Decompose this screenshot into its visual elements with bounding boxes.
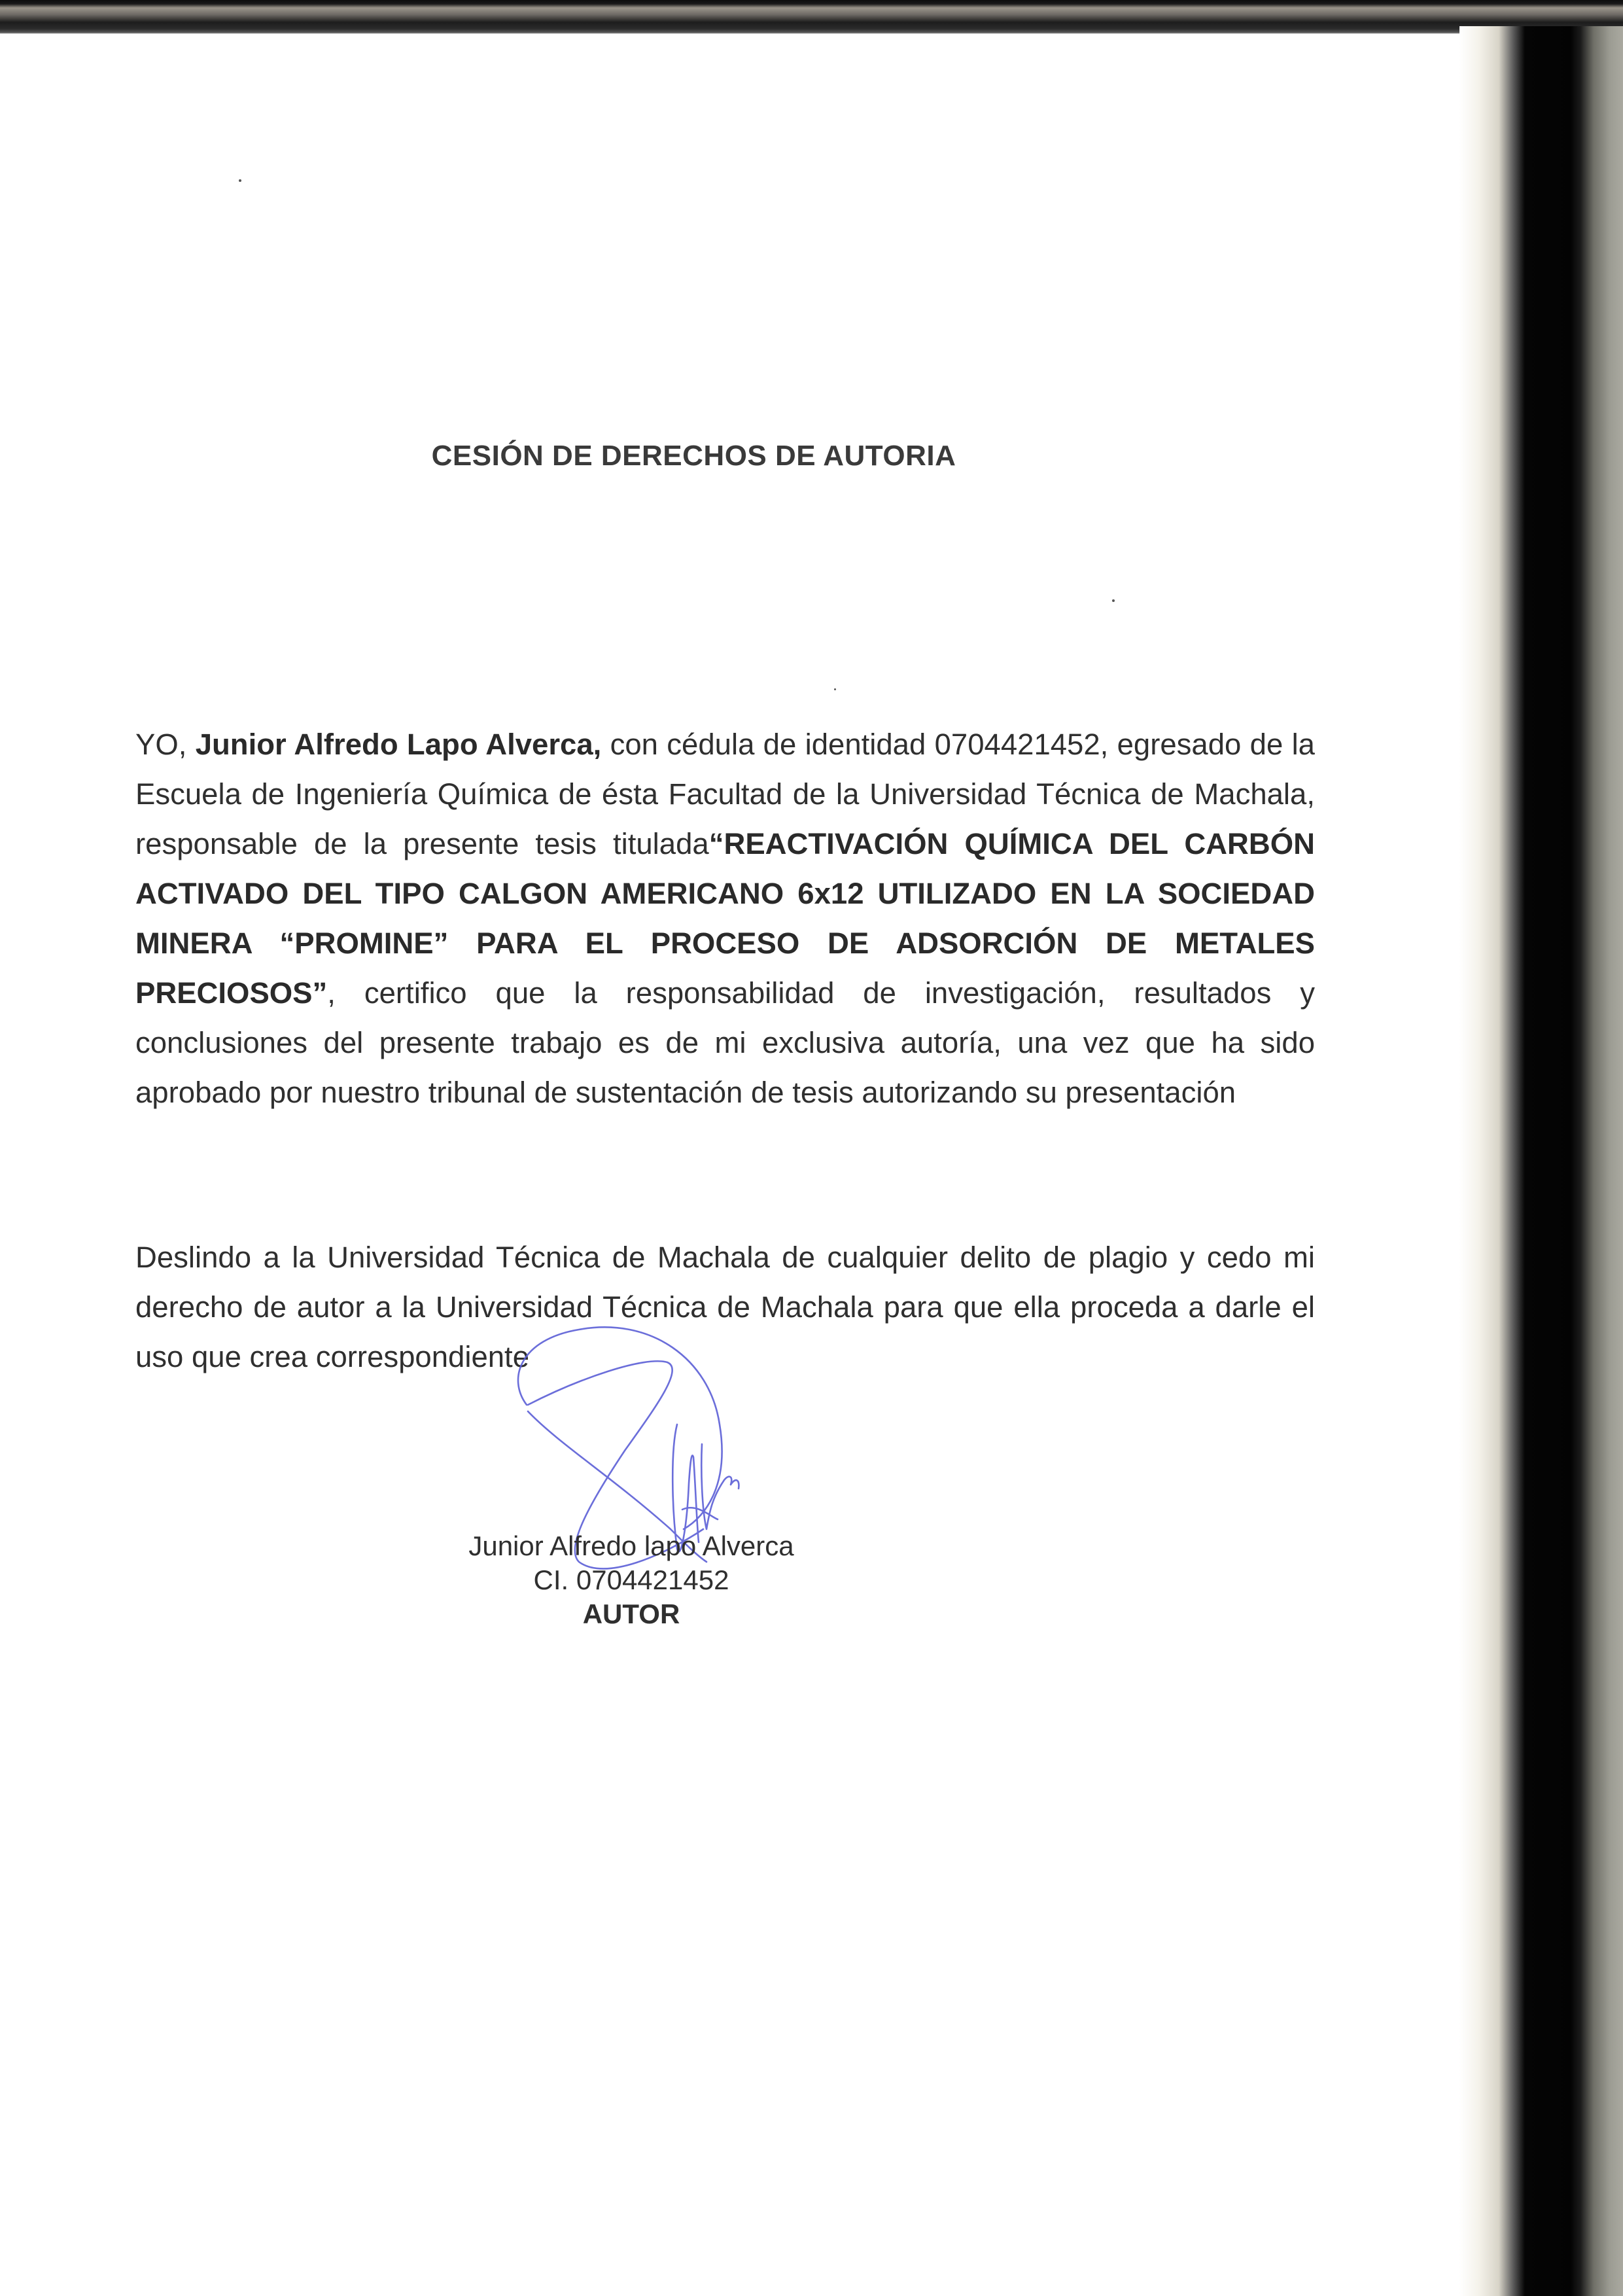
paragraph-intro: YO, [135,728,196,761]
signature-block [393,1529,870,1631]
signer-role: AUTOR [582,1598,680,1629]
paragraph-text-a: con cédula de identidad 0704421452, egresado de la Escuela de Ingeniería Química de ésta Facultad de la Universidad Técnica de Machala, responsable de la presente tesis titulada [135,728,1315,860]
scan-top-edge [0,0,1623,34]
document-title-text: CESIÓN DE DERECHOS DE AUTORIA [431,440,956,472]
scan-speck [1112,599,1115,602]
scan-speck [239,179,241,182]
document-page [0,34,1459,2296]
scan-right-edge [1459,26,1623,2296]
paragraph-certification [135,720,1315,1118]
author-name: Junior Alfredo Lapo Alverca, [195,728,602,761]
paragraph-rights-transfer: Deslindo a la Universidad Técnica de Machala de cualquier delito de plagio y cedo mi derecho de autor a la Universidad Técnica de Machala para que ella proceda a darle el uso que crea correspondiente [135,1241,1315,1373]
signer-name: Junior Alfredo lapo Alverca [468,1530,794,1561]
paragraph-text-b: , certifico que la responsabilidad de investigación, resultados y conclusiones del presente trabajo es de mi exclusiva autoría, una vez que ha sido aprobado por nuestro tribunal de sustentación de tesis autorizando su presentación [135,976,1315,1109]
document-title [0,440,1459,472]
signer-id: CI. 0704421452 [533,1564,729,1595]
scan-speck [834,688,836,690]
thesis-title: “REACTIVACIÓN QUÍMICA DEL CARBÓN ACTIVADO DEL TIPO CALGON AMERICANO 6x12 UTILIZADO EN LA SOCIEDAD MINERA “PROMINE” PARA EL PROCESO DE ADSORCIÓN DE METALES PRECIOSOS” [135,827,1315,1010]
